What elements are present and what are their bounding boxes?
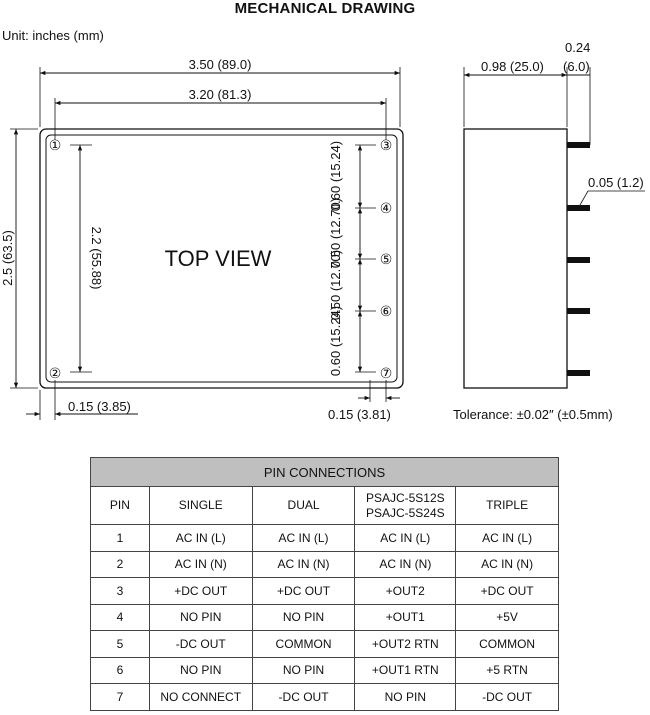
dim-pitch-4-5-label: 0.50 (12.70): [328, 197, 343, 269]
cell-pin: 5: [91, 631, 150, 658]
dim-pin-span-width-label: 3.20 (81.3): [188, 87, 252, 102]
dim-pitch-5-6-label: 0.50 (12.70): [328, 249, 343, 321]
top-view: [0, 57, 403, 422]
drawing-title: MECHANICAL DRAWING: [234, 0, 416, 17]
cell-triple: +DC OUT: [456, 578, 559, 605]
cell-triple: AC IN (L): [456, 525, 559, 552]
cell-psajc: +OUT2: [355, 578, 456, 605]
side-view: [453, 40, 645, 422]
cell-pin: 4: [91, 604, 150, 631]
dim-overall-height-label: 2.5 (63.5): [0, 230, 15, 286]
pin-1-marker: ①: [48, 137, 62, 153]
cell-triple: +5 RTN: [456, 657, 559, 684]
top-view-label: TOP VIEW: [164, 246, 272, 271]
table-row: [91, 578, 559, 605]
cell-single: AC IN (N): [149, 551, 252, 578]
table-row: [91, 604, 559, 631]
cell-single: AC IN (L): [149, 525, 252, 552]
cell-dual: -DC OUT: [252, 684, 355, 711]
cell-dual: AC IN (N): [252, 551, 355, 578]
cell-dual: +DC OUT: [252, 578, 355, 605]
pin-2-marker: ②: [48, 365, 62, 381]
dim-pitch-3-4-label: 0.60 (15.24): [328, 140, 343, 212]
pin-4-marker: ④: [379, 200, 393, 216]
dim-overall-width-label: 3.50 (89.0): [188, 57, 252, 72]
dim-pin-length-mm-label: (6.0): [563, 59, 590, 74]
cell-psajc: +OUT2 RTN: [355, 631, 456, 658]
header-pin: PIN: [91, 487, 150, 525]
table-row: [91, 684, 559, 711]
header-psajc-line2: PSAJC-5S24S: [365, 505, 445, 520]
pin-diameter-leader: [580, 191, 645, 205]
dim-depth-label: 0.98 (25.0): [481, 59, 544, 74]
cell-dual: COMMON: [252, 631, 355, 658]
pin-connections-table: [90, 457, 559, 711]
cell-single: -DC OUT: [149, 631, 252, 658]
cell-triple: AC IN (N): [456, 551, 559, 578]
cell-pin: 3: [91, 578, 150, 605]
header-psajc: [355, 487, 456, 525]
cell-psajc: AC IN (N): [355, 551, 456, 578]
pin-6-marker: ⑥: [379, 303, 393, 319]
cell-pin: 1: [91, 525, 150, 552]
cell-triple: +5V: [456, 604, 559, 631]
dim-pin-length-label: 0.24: [565, 40, 591, 55]
unit-note: Unit: inches (mm): [2, 28, 104, 43]
dim-pitch-6-7-label: 0.60 (15.24): [328, 305, 343, 377]
table-caption: PIN CONNECTIONS: [91, 458, 559, 487]
dim-left-offset-label: 0.15 (3.85): [68, 399, 131, 414]
cell-pin: 2: [91, 551, 150, 578]
pin-5-marker: ⑤: [379, 251, 393, 267]
cell-single: +DC OUT: [149, 578, 252, 605]
cell-triple: COMMON: [456, 631, 559, 658]
table-row: [91, 525, 559, 552]
table-row: [91, 631, 559, 658]
cell-psajc: +OUT1 RTN: [355, 657, 456, 684]
table-header-row: [91, 487, 559, 525]
table-row: [91, 551, 559, 578]
header-psajc-line1: PSAJC-5S12S: [365, 490, 445, 505]
cell-single: NO CONNECT: [149, 684, 252, 711]
pin-7-marker: ⑦: [379, 365, 393, 381]
cell-pin: 7: [91, 684, 150, 711]
side-pin-4: [567, 308, 590, 314]
cell-pin: 6: [91, 657, 150, 684]
header-single: SINGLE: [149, 487, 252, 525]
tolerance-note: Tolerance: ±0.02″ (±0.5mm): [453, 407, 613, 422]
header-dual: DUAL: [252, 487, 355, 525]
cell-single: NO PIN: [149, 604, 252, 631]
pin-3-marker: ③: [379, 137, 393, 153]
cell-dual: NO PIN: [252, 604, 355, 631]
cell-single: NO PIN: [149, 657, 252, 684]
side-body-outline: [464, 129, 567, 388]
table-row: [91, 657, 559, 684]
dim-pin-span-height-label: 2.2 (55.88): [89, 226, 104, 290]
dim-right-offset-label: 0.15 (3.81): [328, 407, 391, 422]
side-pin-1: [567, 142, 590, 148]
dim-pin-diameter-label: 0.05 (1.2): [588, 175, 644, 190]
cell-dual: AC IN (L): [252, 525, 355, 552]
cell-dual: NO PIN: [252, 657, 355, 684]
cell-psajc: +OUT1: [355, 604, 456, 631]
cell-triple: -DC OUT: [456, 684, 559, 711]
side-pin-2: [567, 205, 590, 211]
cell-psajc: NO PIN: [355, 684, 456, 711]
side-pin-5: [567, 370, 590, 376]
side-pin-3: [567, 257, 590, 263]
header-triple: TRIPLE: [456, 487, 559, 525]
cell-psajc: AC IN (L): [355, 525, 456, 552]
